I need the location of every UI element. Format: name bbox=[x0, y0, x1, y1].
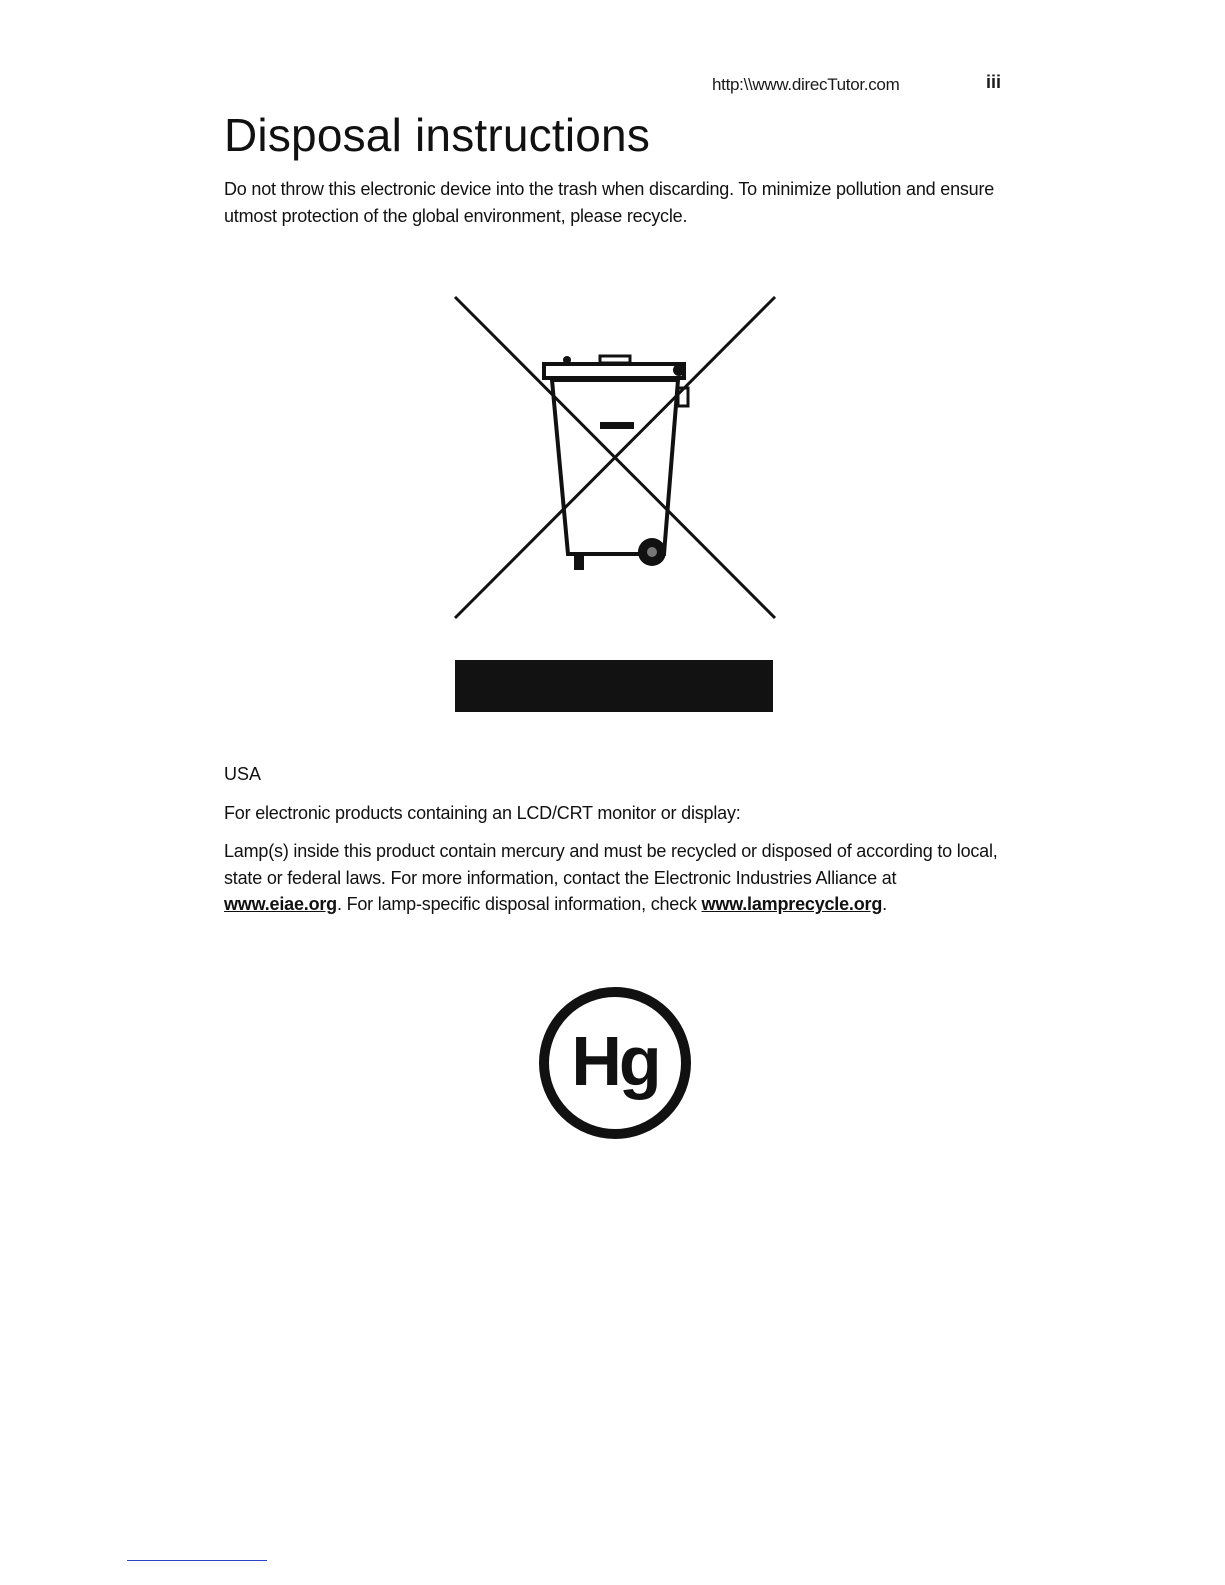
header-url: http:\\www.direcTutor.com bbox=[712, 75, 900, 94]
lcd-crt-subheading: For electronic products containing an LCD/CRT monitor or display: bbox=[224, 803, 741, 823]
mercury-text-part3: . bbox=[882, 894, 887, 914]
hg-symbol-label: Hg bbox=[571, 1022, 659, 1100]
weee-solid-bar bbox=[455, 660, 773, 712]
intro-paragraph: Do not throw this electronic device into the trash when discarding. To minimize pollution and ensure utmost protection of the global environment, please recycle. bbox=[224, 179, 995, 226]
mercury-text-part2: . For lamp-specific disposal information, check bbox=[336, 894, 702, 914]
mercury-text-part1: Lamp(s) inside this product contain mercury and must be recycled or disposed of according to local, state or federal laws. For more information, contact the Electronic Industries Alliance at bbox=[224, 841, 998, 888]
page-title: Disposal instructions bbox=[224, 109, 651, 161]
page-number: iii bbox=[986, 72, 1002, 92]
footer-rule bbox=[127, 1560, 267, 1561]
mercury-paragraph bbox=[224, 838, 1014, 918]
lamprecycle-link[interactable]: www.lamprecycle.org bbox=[701, 894, 883, 914]
mercury-hg-icon bbox=[537, 985, 693, 1141]
crossed-out-wheelie-bin-icon bbox=[450, 292, 780, 622]
region-heading: USA bbox=[224, 764, 262, 784]
eiae-link[interactable]: www.eiae.org bbox=[224, 894, 337, 914]
